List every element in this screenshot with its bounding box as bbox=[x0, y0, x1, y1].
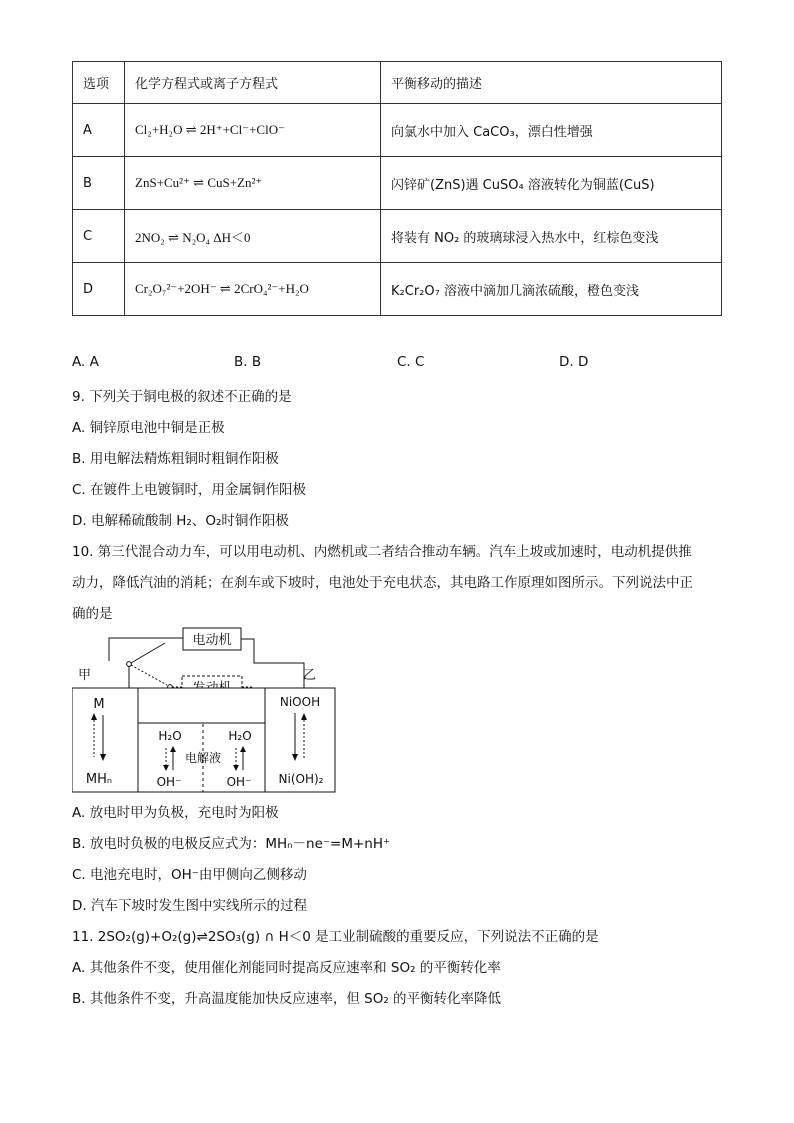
q10-stem-line-1: 10. 第三代混合动力车，可以用电动机、内燃机或二者结合推动车辆。汽车上坡或加速时，电动机提供推 bbox=[72, 544, 692, 560]
row-description: 向氯水中加入 CaCO₃，漂白性增强 bbox=[381, 104, 722, 157]
row-description: K₂Cr₂O₇ 溶液中滴加几滴浓硫酸，橙色变浅 bbox=[381, 263, 722, 316]
q9-stem: 9. 下列关于铜电极的叙述不正确的是 bbox=[72, 389, 292, 405]
switch-pivot bbox=[127, 662, 132, 667]
q8-choice-d: D. D bbox=[559, 354, 589, 370]
q10-option-d: D. 汽车下坡时发生图中实线所示的过程 bbox=[72, 898, 307, 914]
row-equation: 2NO₂ ⇌ N₂O₄ ΔH＜0 bbox=[125, 210, 381, 263]
right-bottom-species: Ni(OH)₂ bbox=[278, 772, 324, 786]
header-description: 平衡移动的描述 bbox=[381, 62, 722, 104]
row-option: C bbox=[73, 210, 125, 263]
table-row bbox=[73, 210, 722, 263]
table-header-row bbox=[73, 62, 722, 104]
hydroxide-left: OH⁻ bbox=[156, 775, 182, 789]
q8-choice-b: B. B bbox=[234, 354, 262, 370]
row-equation: Cl₂+H₂O ⇌ 2H⁺+Cl⁻+ClO⁻ bbox=[125, 104, 381, 157]
left-top-species: M bbox=[93, 697, 105, 712]
right-top-species: NiOOH bbox=[279, 695, 321, 709]
q10-option-b: B. 放电时负极的电极反应式为：MHₙ－ne⁻=M+nH⁺ bbox=[72, 836, 391, 852]
q10-option-c: C. 电池充电时，OH⁻由甲侧向乙侧移动 bbox=[72, 867, 307, 883]
row-description: 闪锌矿(ZnS)遇 CuSO₄ 溶液转化为铜蓝(CuS) bbox=[381, 157, 722, 210]
row-equation: ZnS+Cu²⁺ ⇌ CuS+Zn²⁺ bbox=[125, 157, 381, 210]
q11-option-a: A. 其他条件不变，使用催化剂能同时提高反应速率和 SO₂ 的平衡转化率 bbox=[72, 960, 501, 976]
header-equation: 化学方程式或离子方程式 bbox=[125, 62, 381, 104]
q10-option-a: A. 放电时甲为负极，充电时为阳极 bbox=[72, 805, 279, 821]
options-table bbox=[72, 61, 722, 316]
label-yi: 乙 bbox=[303, 668, 317, 683]
q11-option-b: B. 其他条件不变，升高温度能加快反应速率，但 SO₂ 的平衡转化率降低 bbox=[72, 991, 502, 1007]
table-row bbox=[73, 104, 722, 157]
q9-option-c: C. 在镀件上电镀铜时，用金属铜作阳极 bbox=[72, 482, 307, 498]
table-row bbox=[73, 263, 722, 316]
battery-circuit-diagram bbox=[72, 627, 342, 795]
row-equation: Cr₂O₇²⁻+2OH⁻ ⇌ 2CrO₄²⁻+H₂O bbox=[125, 263, 381, 316]
motor-label: 电动机 bbox=[192, 633, 232, 648]
q9-option-a: A. 铜锌原电池中铜是正极 bbox=[72, 420, 225, 436]
switch-arm bbox=[131, 643, 165, 663]
q8-choice-c: C. C bbox=[397, 354, 425, 370]
q10-stem-line-2: 动力，降低汽油的消耗；在刹车或下坡时，电池处于充电状态，其电路工作原理如图所示。下列说法中正 bbox=[72, 575, 693, 591]
water-left: H₂O bbox=[158, 729, 182, 743]
water-right: H₂O bbox=[228, 729, 252, 743]
q9-option-b: B. 用电解法精炼粗铜时粗铜作阳极 bbox=[72, 451, 279, 467]
q8-choice-a: A. A bbox=[72, 354, 99, 370]
row-option: B bbox=[73, 157, 125, 210]
wire-left-top bbox=[109, 638, 183, 661]
q8-choices bbox=[72, 354, 672, 372]
row-option: A bbox=[73, 104, 125, 157]
table-row bbox=[73, 157, 722, 210]
q11-stem: 11. 2SO₂(g)+O₂(g)⇌2SO₃(g) ∩ H＜0 是工业制硫酸的重要反应，下列说法不正确的是 bbox=[72, 929, 599, 945]
switch-arm-dashed bbox=[131, 665, 167, 685]
left-bottom-species: MHₙ bbox=[85, 772, 113, 787]
header-option: 选项 bbox=[73, 62, 125, 104]
wire-right-top bbox=[241, 639, 304, 688]
hydroxide-right: OH⁻ bbox=[226, 775, 252, 789]
q10-stem-line-3: 确的是 bbox=[72, 606, 113, 622]
q9-option-d: D. 电解稀硫酸制 H₂、O₂时铜作阳极 bbox=[72, 513, 289, 529]
row-description: 将装有 NO₂ 的玻璃球浸入热水中，红棕色变浅 bbox=[381, 210, 722, 263]
row-option: D bbox=[73, 263, 125, 316]
electrolyte-label: 电解液 bbox=[184, 751, 222, 765]
label-jia: 甲 bbox=[78, 668, 92, 683]
